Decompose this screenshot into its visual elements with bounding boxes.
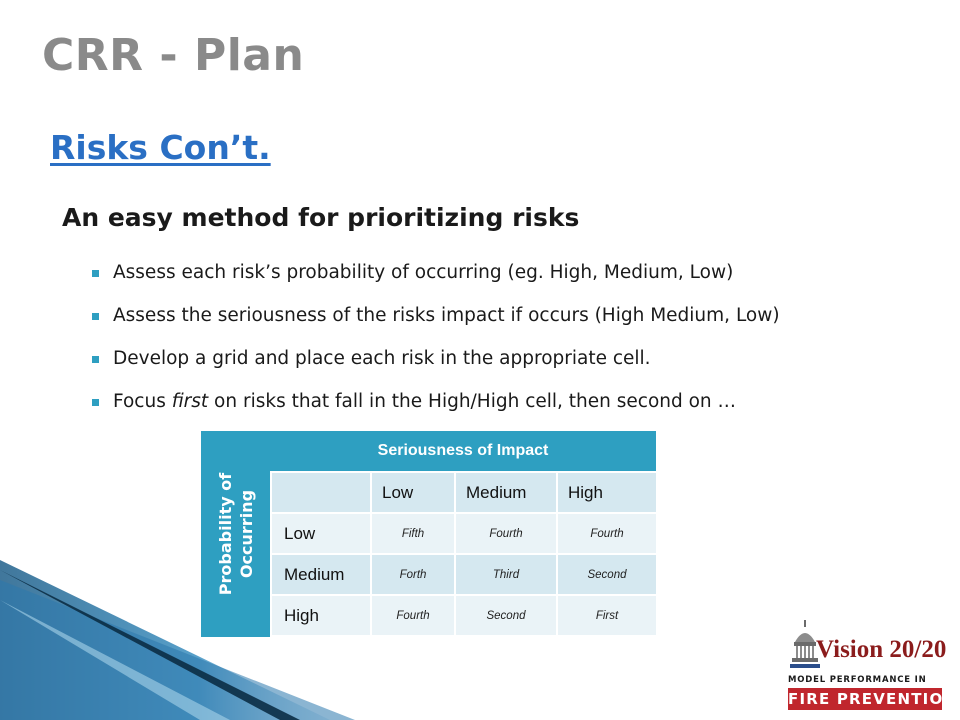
square-bullet-icon [92,356,99,363]
bullet-item [92,348,780,391]
column-header-low: Low [371,472,455,513]
grid-cell: Fourth [557,513,657,554]
logo-banner: FIRE PREVENTION [788,690,958,708]
bullet-item [92,262,780,305]
grid-cell: Fourth [371,595,455,636]
grid-cell: First [557,595,657,636]
grid-cell: Third [455,554,557,595]
column-header-blank [271,472,371,513]
column-header-row [271,472,657,513]
decorative-swoosh [0,560,360,720]
logo-wordmark: Vision 20/20 [816,636,947,663]
grid-cell: Fourth [455,513,557,554]
grid-row [271,513,657,554]
bullet-text: Develop a grid and place each risk in the appropriate cell. [113,348,651,369]
column-header-high: High [557,472,657,513]
grid-cell: Second [455,595,557,636]
logo-tagline: MODEL PERFORMANCE IN [788,675,927,685]
impact-axis-header: Seriousness of Impact [270,431,656,471]
vision-2020-logo [786,620,958,716]
bullet-text: Assess the seriousness of the risks impact if occurs (High Medium, Low) [113,305,780,326]
square-bullet-icon [92,270,99,277]
slide-title: CRR - Plan [42,30,305,81]
bullet-item [92,391,780,434]
grid-cell: Second [557,554,657,595]
row-label-medium: Medium [271,554,371,595]
section-heading: An easy method for prioritizing risks [62,203,580,232]
bullet-list [92,262,780,434]
square-bullet-icon [92,313,99,320]
bullet-text: Assess each risk’s probability of occurring (eg. High, Medium, Low) [113,262,734,283]
grid-cell: Forth [371,554,455,595]
column-header-medium: Medium [455,472,557,513]
bullet-item [92,305,780,348]
row-label-low: Low [271,513,371,554]
slide-subtitle: Risks Con’t. [50,128,271,167]
bullet-text: Focus first on risks that fall in the High/High cell, then second on … [113,391,737,412]
grid-cell: Fifth [371,513,455,554]
probability-axis-label: Probability of Occurring [201,431,270,637]
square-bullet-icon [92,399,99,406]
row-label-high: High [271,595,371,636]
